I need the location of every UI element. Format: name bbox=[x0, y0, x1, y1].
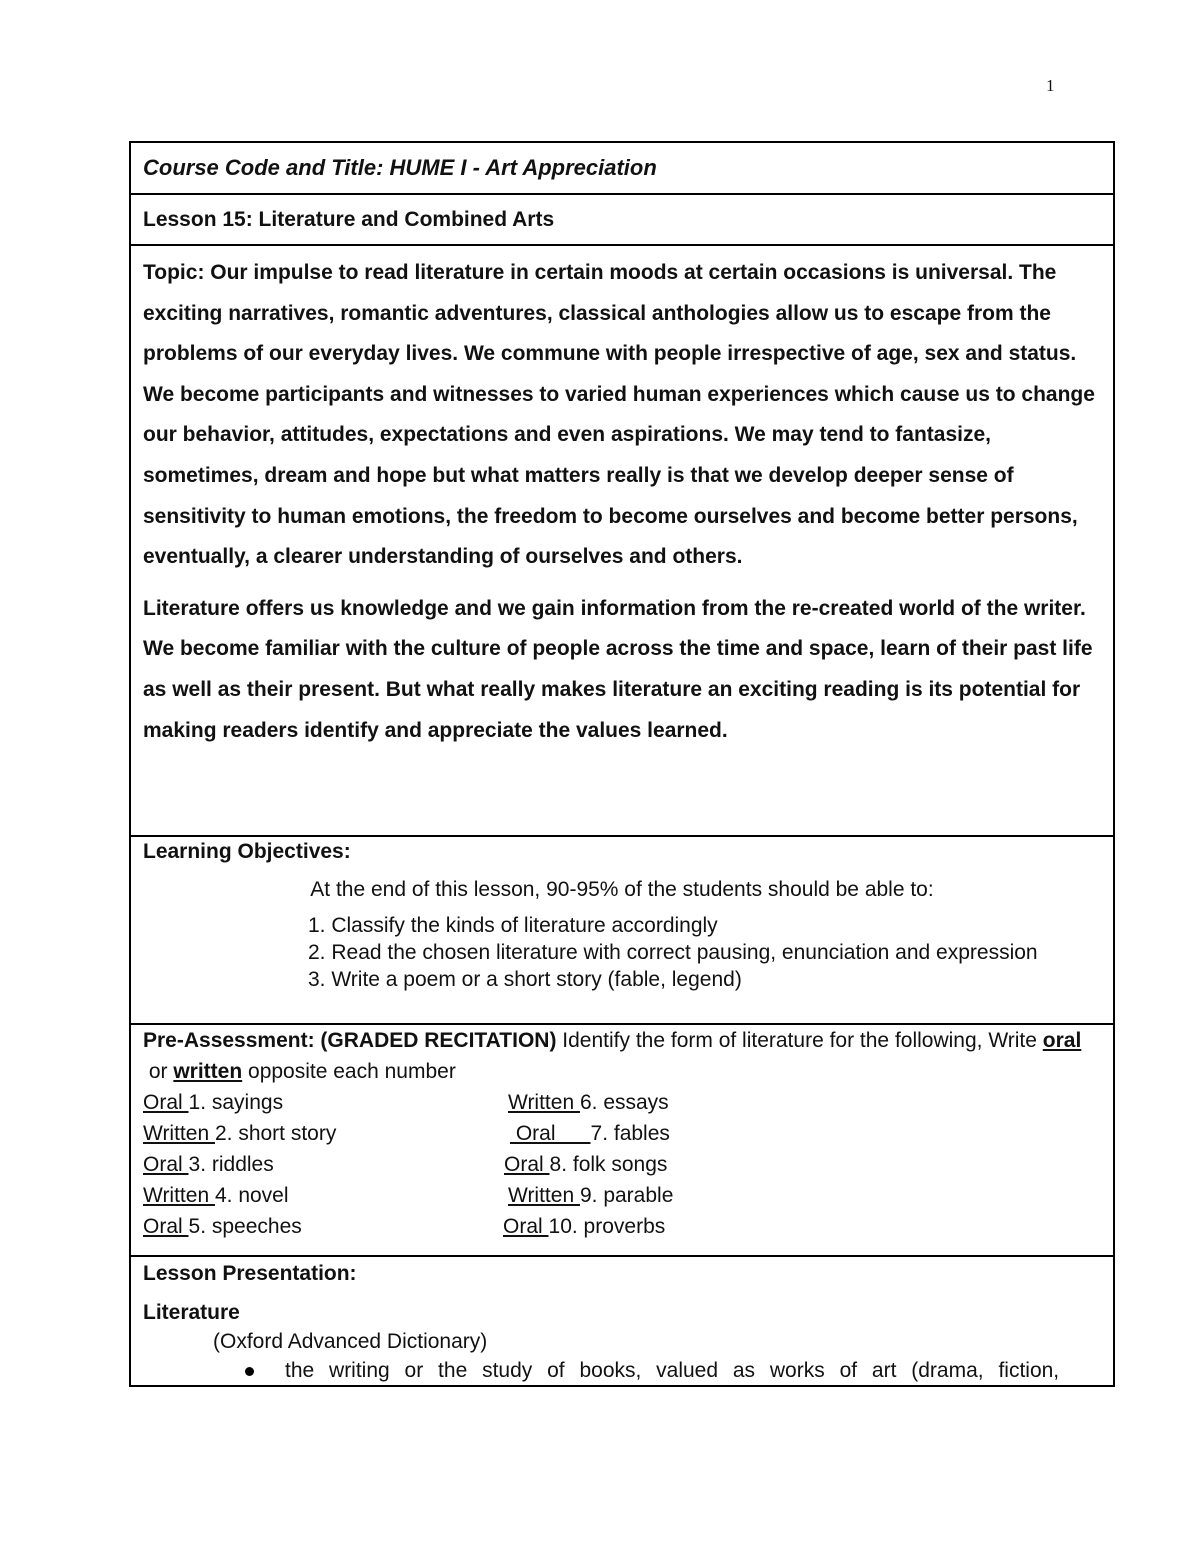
topic-paragraph-2: Literature offers us knowledge and we gain information from the re-created world of the writer. We become familiar with the culture of people across the time and space, learn of their past life as well as their present. But what really makes literature an exciting reading is its potential for making readers identify and appreciate the values learned. bbox=[143, 596, 1093, 742]
answer-item: 10. proverbs bbox=[548, 1215, 666, 1238]
lesson-row bbox=[130, 194, 1114, 245]
answer-column-right bbox=[503, 1087, 673, 1242]
objective-item: 3. Write a poem or a short story (fable, legend) bbox=[308, 968, 742, 991]
answer-value: Written bbox=[143, 1184, 215, 1207]
answer-item: 2. short story bbox=[214, 1122, 337, 1145]
answer-line bbox=[143, 1180, 336, 1211]
definition-text: the writing or the study of books, valued as works of art (drama, fiction, bbox=[285, 1359, 1060, 1382]
pre-assessment-heading: Pre-Assessment: (GRADED RECITATION) bbox=[143, 1029, 557, 1052]
objectives-heading: Learning Objectives: bbox=[143, 840, 351, 863]
answer-item: 5. speeches bbox=[188, 1215, 302, 1238]
instruction-text-end: opposite each number bbox=[242, 1060, 456, 1083]
pre-assessment-instructions bbox=[143, 1025, 1101, 1087]
answer-item: 9. parable bbox=[579, 1184, 674, 1207]
objective-item: 1. Classify the kinds of literature accordingly bbox=[308, 914, 718, 937]
oral-keyword: oral bbox=[1042, 1029, 1082, 1052]
answer-line bbox=[143, 1211, 336, 1242]
answer-line bbox=[143, 1087, 336, 1118]
answer-value: Written bbox=[508, 1184, 580, 1207]
written-keyword: written bbox=[173, 1060, 243, 1083]
answer-line bbox=[508, 1180, 673, 1211]
answer-line bbox=[510, 1118, 673, 1149]
answer-item: 8. folk songs bbox=[549, 1153, 668, 1176]
answer-item: 6. essays bbox=[579, 1091, 669, 1114]
answer-line bbox=[143, 1149, 336, 1180]
answer-line bbox=[503, 1211, 673, 1242]
bullet-icon bbox=[245, 1367, 254, 1376]
answer-line bbox=[508, 1087, 673, 1118]
answer-item: 1. sayings bbox=[188, 1091, 284, 1114]
pre-assessment-row bbox=[130, 1024, 1114, 1256]
answer-item: 7. fables bbox=[590, 1122, 670, 1145]
answer-value: Written bbox=[143, 1122, 215, 1145]
answer-value: Oral bbox=[143, 1153, 189, 1176]
objectives-intro: At the end of this lesson, 90-95% of the students should be able to: bbox=[310, 878, 934, 901]
page-number: 1 bbox=[1046, 76, 1055, 95]
presentation-row bbox=[130, 1256, 1114, 1386]
course-row bbox=[130, 142, 1114, 194]
lesson-title: Lesson 15: Literature and Combined Arts bbox=[143, 208, 555, 231]
objectives-row bbox=[130, 836, 1114, 1024]
answer-item: 3. riddles bbox=[188, 1153, 274, 1176]
topic-paragraph-1: Topic: Our impulse to read literature in certain moods at certain occasions is universal. The exciting narratives, romantic adventures, classical anthologies allow us to escape from the problems of our everyday lives. We commune with people irrespective of age, sex and status. We become participants and witnesses to varied human experiences which cause us to change our behavior, attitudes, expectations and even aspirations. We may tend to fantasize, sometimes, dream and hope but what matters really is that we develop deeper sense of sensitivity to human emotions, the freedom to become ourselves and become better persons, eventually, a clearer understanding of ourselves and others. bbox=[143, 261, 1095, 569]
answer-columns bbox=[143, 1087, 1101, 1242]
definition-bullet bbox=[243, 1357, 1101, 1385]
answer-value: Oral bbox=[504, 1153, 550, 1176]
answer-line bbox=[143, 1118, 336, 1149]
answer-value: Oral bbox=[510, 1122, 591, 1145]
presentation-heading: Lesson Presentation: bbox=[143, 1262, 357, 1285]
or-text: or bbox=[143, 1060, 174, 1083]
literature-heading: Literature bbox=[143, 1301, 240, 1324]
answer-value: Oral bbox=[143, 1215, 189, 1238]
topic-row bbox=[130, 245, 1114, 836]
objectives-list bbox=[143, 912, 1101, 993]
answer-line bbox=[504, 1149, 673, 1180]
answer-column-left bbox=[143, 1087, 336, 1242]
answer-value: Written bbox=[508, 1091, 580, 1114]
objective-item: 2. Read the chosen literature with correct pausing, enunciation and expression bbox=[308, 941, 1038, 964]
answer-value: Oral bbox=[503, 1215, 549, 1238]
instruction-text: Identify the form of literature for the following, Write bbox=[556, 1029, 1043, 1052]
lesson-plan-table bbox=[129, 141, 1115, 1387]
answer-item: 4. novel bbox=[214, 1184, 289, 1207]
answer-value: Oral bbox=[143, 1091, 189, 1114]
dictionary-source: (Oxford Advanced Dictionary) bbox=[213, 1330, 488, 1353]
course-title: Course Code and Title: HUME I - Art Appreciation bbox=[143, 155, 657, 180]
